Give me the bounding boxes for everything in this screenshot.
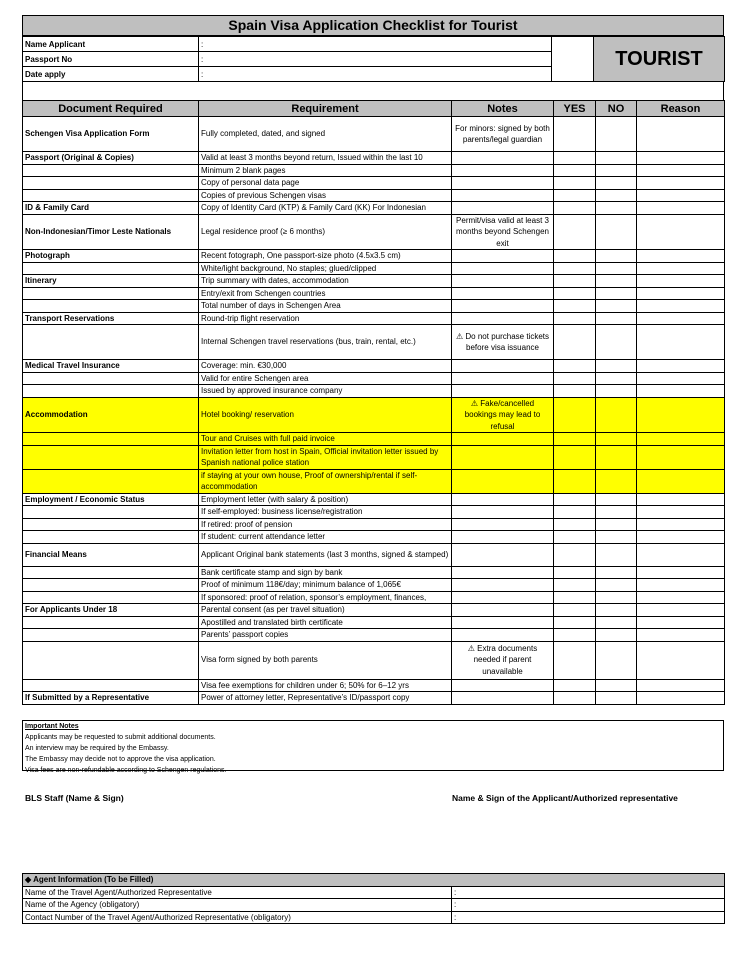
no-checkbox-cell[interactable] bbox=[596, 312, 637, 325]
reason-cell[interactable] bbox=[637, 164, 725, 177]
reason-cell[interactable] bbox=[637, 433, 725, 446]
yes-checkbox-cell[interactable] bbox=[554, 566, 596, 579]
no-checkbox-cell[interactable] bbox=[596, 679, 637, 692]
header-document-required: Document Required bbox=[23, 101, 199, 117]
document-required-cell: ID & Family Card bbox=[23, 202, 199, 215]
document-required-cell bbox=[23, 433, 199, 446]
notes-cell bbox=[452, 202, 554, 215]
reason-cell[interactable] bbox=[637, 202, 725, 215]
yes-checkbox-cell[interactable] bbox=[554, 312, 596, 325]
checklist-row bbox=[23, 372, 725, 385]
yes-checkbox-cell[interactable] bbox=[554, 397, 596, 433]
checklist-row bbox=[23, 543, 725, 566]
document-required-cell: Photograph bbox=[23, 250, 199, 263]
no-checkbox-cell[interactable] bbox=[596, 117, 637, 152]
reason-cell[interactable] bbox=[637, 629, 725, 642]
reason-cell[interactable] bbox=[637, 543, 725, 566]
checklist-row bbox=[23, 189, 725, 202]
requirement-cell: Copy of Identity Card (KTP) & Family Card (KK) For Indonesian bbox=[199, 202, 452, 215]
checklist-row bbox=[23, 164, 725, 177]
document-required-cell bbox=[23, 372, 199, 385]
checklist-row bbox=[23, 152, 725, 165]
agent-field-label: Name of the Agency (obligatory) bbox=[23, 899, 452, 912]
requirement-cell: Issued by approved insurance company bbox=[199, 385, 452, 398]
agent-field-label: Name of the Travel Agent/Authorized Representative bbox=[23, 886, 452, 899]
requirement-cell: Apostilled and translated birth certificate bbox=[199, 616, 452, 629]
no-checkbox-cell[interactable] bbox=[596, 692, 637, 705]
notes-cell bbox=[452, 372, 554, 385]
no-checkbox-cell[interactable] bbox=[596, 287, 637, 300]
notes-cell bbox=[452, 177, 554, 190]
no-checkbox-cell[interactable] bbox=[596, 275, 637, 288]
yes-checkbox-cell[interactable] bbox=[554, 325, 596, 360]
checklist-row bbox=[23, 616, 725, 629]
yes-checkbox-cell[interactable] bbox=[554, 543, 596, 566]
requirement-cell: Bank certificate stamp and sign by bank bbox=[199, 566, 452, 579]
yes-checkbox-cell[interactable] bbox=[554, 152, 596, 165]
document-required-cell: For Applicants Under 18 bbox=[23, 604, 199, 617]
checklist-row bbox=[23, 250, 725, 263]
important-note-line: Applicants may be requested to submit additional documents. bbox=[25, 734, 216, 741]
requirement-cell: If self-employed: business license/registration bbox=[199, 506, 452, 519]
agent-info-row bbox=[23, 911, 725, 924]
requirement-cell: Parental consent (as per travel situation) bbox=[199, 604, 452, 617]
no-checkbox-cell[interactable] bbox=[596, 202, 637, 215]
yes-checkbox-cell[interactable] bbox=[554, 275, 596, 288]
requirement-cell: Applicant Original bank statements (last 3 months, signed & stamped) bbox=[199, 543, 452, 566]
document-required-cell: Non-Indonesian/Timor Leste Nationals bbox=[23, 214, 199, 250]
yes-checkbox-cell[interactable] bbox=[554, 189, 596, 202]
requirement-cell: Proof of minimum 118€/day; minimum balance of 1,065€ bbox=[199, 579, 452, 592]
notes-cell bbox=[452, 543, 554, 566]
reason-cell[interactable] bbox=[637, 275, 725, 288]
reason-cell[interactable] bbox=[637, 616, 725, 629]
document-required-cell bbox=[23, 641, 199, 679]
reason-cell[interactable] bbox=[637, 506, 725, 519]
yes-checkbox-cell[interactable] bbox=[554, 518, 596, 531]
reason-cell[interactable] bbox=[637, 250, 725, 263]
checklist-row bbox=[23, 202, 725, 215]
yes-checkbox-cell[interactable] bbox=[554, 117, 596, 152]
yes-checkbox-cell[interactable] bbox=[554, 360, 596, 373]
reason-cell[interactable] bbox=[637, 385, 725, 398]
checklist-row bbox=[23, 312, 725, 325]
no-checkbox-cell[interactable] bbox=[596, 616, 637, 629]
document-required-cell: Schengen Visa Application Form bbox=[23, 117, 199, 152]
checklist-row bbox=[23, 117, 725, 152]
no-checkbox-cell[interactable] bbox=[596, 493, 637, 506]
reason-cell[interactable] bbox=[637, 604, 725, 617]
document-required-cell: Financial Means bbox=[23, 543, 199, 566]
applicant-field-row bbox=[23, 37, 725, 52]
yes-checkbox-cell[interactable] bbox=[554, 629, 596, 642]
document-required-cell bbox=[23, 591, 199, 604]
reason-cell[interactable] bbox=[637, 372, 725, 385]
yes-checkbox-cell[interactable] bbox=[554, 433, 596, 446]
reason-cell[interactable] bbox=[637, 262, 725, 275]
checklist-row bbox=[23, 629, 725, 642]
requirement-cell: Invitation letter from host in Spain, Official invitation letter issued by Spanish national police station bbox=[199, 445, 452, 469]
document-required-cell bbox=[23, 566, 199, 579]
staff-signature-label: BLS Staff (Name & Sign) bbox=[25, 793, 124, 803]
checklist-table bbox=[22, 100, 725, 705]
reason-cell[interactable] bbox=[637, 692, 725, 705]
requirement-cell: Copy of personal data page bbox=[199, 177, 452, 190]
notes-cell bbox=[452, 469, 554, 493]
important-note-line: An interview may be required by the Embassy. bbox=[25, 745, 169, 752]
reason-cell[interactable] bbox=[637, 591, 725, 604]
document-required-cell: Passport (Original & Copies) bbox=[23, 152, 199, 165]
no-checkbox-cell[interactable] bbox=[596, 325, 637, 360]
requirement-cell: If student: current attendance letter bbox=[199, 531, 452, 544]
header-requirement: Requirement bbox=[199, 101, 452, 117]
agent-name-value[interactable]: : bbox=[452, 886, 725, 899]
yes-checkbox-cell[interactable] bbox=[554, 177, 596, 190]
no-checkbox-cell[interactable] bbox=[596, 372, 637, 385]
notes-cell: For minors: signed by both parents/legal guardian bbox=[452, 117, 554, 152]
passport-no-value[interactable]: : bbox=[199, 52, 552, 67]
document-required-cell bbox=[23, 164, 199, 177]
requirement-cell: Valid for entire Schengen area bbox=[199, 372, 452, 385]
document-required-cell bbox=[23, 579, 199, 592]
yes-checkbox-cell[interactable] bbox=[554, 164, 596, 177]
no-checkbox-cell[interactable] bbox=[596, 629, 637, 642]
document-required-cell bbox=[23, 616, 199, 629]
yes-checkbox-cell[interactable] bbox=[554, 493, 596, 506]
reason-cell[interactable] bbox=[637, 518, 725, 531]
no-checkbox-cell[interactable] bbox=[596, 300, 637, 313]
spacer-row bbox=[22, 82, 724, 100]
no-checkbox-cell[interactable] bbox=[596, 641, 637, 679]
notes-cell bbox=[452, 679, 554, 692]
notes-cell bbox=[452, 250, 554, 263]
checklist-row bbox=[23, 214, 725, 250]
checklist-row bbox=[23, 397, 725, 433]
no-checkbox-cell[interactable] bbox=[596, 506, 637, 519]
document-required-cell bbox=[23, 385, 199, 398]
requirement-cell: Trip summary with dates, accommodation bbox=[199, 275, 452, 288]
reason-cell[interactable] bbox=[637, 152, 725, 165]
yes-checkbox-cell[interactable] bbox=[554, 214, 596, 250]
notes-cell bbox=[452, 433, 554, 446]
requirement-cell: if staying at your own house, Proof of ownership/rental if self-accommodation bbox=[199, 469, 452, 493]
yes-checkbox-cell[interactable] bbox=[554, 616, 596, 629]
notes-cell bbox=[452, 604, 554, 617]
checklist-row bbox=[23, 433, 725, 446]
no-checkbox-cell[interactable] bbox=[596, 152, 637, 165]
notes-cell bbox=[452, 164, 554, 177]
yes-checkbox-cell[interactable] bbox=[554, 692, 596, 705]
header-no: NO bbox=[596, 101, 637, 117]
requirement-cell: Total number of days in Schengen Area bbox=[199, 300, 452, 313]
notes-cell bbox=[452, 445, 554, 469]
agent-info-row bbox=[23, 886, 725, 899]
header-notes: Notes bbox=[452, 101, 554, 117]
yes-checkbox-cell[interactable] bbox=[554, 604, 596, 617]
agent-contact-value[interactable]: : bbox=[452, 911, 725, 924]
notes-cell: Permit/visa valid at least 3 months beyond Schengen exit bbox=[452, 214, 554, 250]
requirement-cell: Employment letter (with salary & position) bbox=[199, 493, 452, 506]
checklist-row bbox=[23, 566, 725, 579]
important-notes-heading: Important Notes bbox=[25, 723, 79, 730]
reason-cell[interactable] bbox=[637, 214, 725, 250]
agent-field-label: Contact Number of the Travel Agent/Authorized Representative (obligatory) bbox=[23, 911, 452, 924]
no-checkbox-cell[interactable] bbox=[596, 177, 637, 190]
notes-cell: ⚠ Fake/cancelled bookings may lead to refusal bbox=[452, 397, 554, 433]
document-required-cell: Medical Travel Insurance bbox=[23, 360, 199, 373]
notes-cell bbox=[452, 385, 554, 398]
checklist-row bbox=[23, 604, 725, 617]
checklist-header-row bbox=[23, 101, 725, 117]
document-required-cell bbox=[23, 469, 199, 493]
checklist-row bbox=[23, 531, 725, 544]
checklist-row bbox=[23, 579, 725, 592]
no-checkbox-cell[interactable] bbox=[596, 591, 637, 604]
document-required-cell bbox=[23, 518, 199, 531]
reason-cell[interactable] bbox=[637, 469, 725, 493]
no-checkbox-cell[interactable] bbox=[596, 604, 637, 617]
notes-cell bbox=[452, 262, 554, 275]
checklist-row bbox=[23, 692, 725, 705]
notes-cell bbox=[452, 506, 554, 519]
requirement-cell: Fully completed, dated, and signed bbox=[199, 117, 452, 152]
requirement-cell: Internal Schengen travel reservations (bus, train, rental, etc.) bbox=[199, 325, 452, 360]
reason-cell[interactable] bbox=[637, 566, 725, 579]
important-notes bbox=[22, 720, 724, 774]
requirement-cell: Recent fotograph, One passport-size photo (4.5x3.5 cm) bbox=[199, 250, 452, 263]
requirement-cell: Visa form signed by both parents bbox=[199, 641, 452, 679]
requirement-cell: Round-trip flight reservation bbox=[199, 312, 452, 325]
document-required-cell bbox=[23, 531, 199, 544]
agent-info-heading: ◆ Agent Information (To be Filled) bbox=[23, 874, 725, 887]
yes-checkbox-cell[interactable] bbox=[554, 287, 596, 300]
notes-cell bbox=[452, 152, 554, 165]
notes-cell bbox=[452, 616, 554, 629]
notes-cell bbox=[452, 591, 554, 604]
requirement-cell: Valid at least 3 months beyond return, Issued within the last 10 bbox=[199, 152, 452, 165]
notes-cell bbox=[452, 360, 554, 373]
reason-cell[interactable] bbox=[637, 117, 725, 152]
checklist-row bbox=[23, 506, 725, 519]
requirement-cell: Copies of previous Schengen visas bbox=[199, 189, 452, 202]
reason-cell[interactable] bbox=[637, 445, 725, 469]
notes-cell bbox=[452, 287, 554, 300]
agency-name-value[interactable]: : bbox=[452, 899, 725, 912]
document-required-cell bbox=[23, 506, 199, 519]
agent-info-row bbox=[23, 899, 725, 912]
notes-cell bbox=[452, 300, 554, 313]
notes-cell: ⚠ Extra documents needed if parent unavailable bbox=[452, 641, 554, 679]
reason-cell[interactable] bbox=[637, 287, 725, 300]
yes-checkbox-cell[interactable] bbox=[554, 202, 596, 215]
notes-cell bbox=[452, 579, 554, 592]
visa-type-badge: TOURIST bbox=[594, 37, 725, 82]
yes-checkbox-cell[interactable] bbox=[554, 579, 596, 592]
requirement-cell: If sponsored: proof of relation, sponsor’s employment, finances, bbox=[199, 591, 452, 604]
document-required-cell bbox=[23, 189, 199, 202]
yes-checkbox-cell[interactable] bbox=[554, 679, 596, 692]
checklist-row bbox=[23, 177, 725, 190]
reason-cell[interactable] bbox=[637, 493, 725, 506]
reason-cell[interactable] bbox=[637, 679, 725, 692]
no-checkbox-cell[interactable] bbox=[596, 214, 637, 250]
no-checkbox-cell[interactable] bbox=[596, 433, 637, 446]
document-required-cell bbox=[23, 177, 199, 190]
checklist-row bbox=[23, 360, 725, 373]
reason-cell[interactable] bbox=[637, 397, 725, 433]
no-checkbox-cell[interactable] bbox=[596, 164, 637, 177]
checklist-row bbox=[23, 385, 725, 398]
requirement-cell: White/light background, No staples; glued/clipped bbox=[199, 262, 452, 275]
date-apply-value[interactable]: : bbox=[199, 67, 552, 82]
yes-checkbox-cell[interactable] bbox=[554, 531, 596, 544]
requirement-cell: Power of attorney letter, Representative’s ID/passport copy bbox=[199, 692, 452, 705]
checklist-body bbox=[23, 117, 725, 705]
yes-checkbox-cell[interactable] bbox=[554, 641, 596, 679]
blank-cell bbox=[552, 37, 594, 82]
document-required-cell: Accommodation bbox=[23, 397, 199, 433]
document-required-cell bbox=[23, 445, 199, 469]
document-required-cell: Employment / Economic Status bbox=[23, 493, 199, 506]
yes-checkbox-cell[interactable] bbox=[554, 591, 596, 604]
no-checkbox-cell[interactable] bbox=[596, 250, 637, 263]
no-checkbox-cell[interactable] bbox=[596, 189, 637, 202]
checklist-row bbox=[23, 287, 725, 300]
checklist-row bbox=[23, 641, 725, 679]
notes-cell bbox=[452, 531, 554, 544]
no-checkbox-cell[interactable] bbox=[596, 445, 637, 469]
requirement-cell: Legal residence proof (≥ 6 months) bbox=[199, 214, 452, 250]
no-checkbox-cell[interactable] bbox=[596, 518, 637, 531]
yes-checkbox-cell[interactable] bbox=[554, 300, 596, 313]
notes-cell: ⚠ Do not purchase tickets before visa issuance bbox=[452, 325, 554, 360]
no-checkbox-cell[interactable] bbox=[596, 579, 637, 592]
checklist-row bbox=[23, 300, 725, 313]
document-required-cell: Transport Reservations bbox=[23, 312, 199, 325]
requirement-cell: Coverage: min. €30,000 bbox=[199, 360, 452, 373]
applicant-signature-label: Name & Sign of the Applicant/Authorized representative bbox=[452, 793, 678, 803]
checklist-row bbox=[23, 469, 725, 493]
checklist-row bbox=[23, 591, 725, 604]
requirement-cell: Hotel booking/ reservation bbox=[199, 397, 452, 433]
notes-cell bbox=[452, 189, 554, 202]
applicant-field-label: Name Applicant bbox=[23, 37, 199, 52]
reason-cell[interactable] bbox=[637, 360, 725, 373]
reason-cell[interactable] bbox=[637, 641, 725, 679]
notes-cell bbox=[452, 518, 554, 531]
requirement-cell: Visa fee exemptions for children under 6; 50% for 6–12 yrs bbox=[199, 679, 452, 692]
document-required-cell bbox=[23, 287, 199, 300]
checklist-row bbox=[23, 518, 725, 531]
reason-cell[interactable] bbox=[637, 579, 725, 592]
notes-cell bbox=[452, 312, 554, 325]
applicant-field-label: Passport No bbox=[23, 52, 199, 67]
yes-checkbox-cell[interactable] bbox=[554, 385, 596, 398]
document-required-cell bbox=[23, 629, 199, 642]
yes-checkbox-cell[interactable] bbox=[554, 250, 596, 263]
header-yes: YES bbox=[554, 101, 596, 117]
document-required-cell: If Submitted by a Representative bbox=[23, 692, 199, 705]
requirement-cell: Tour and Cruises with full paid invoice bbox=[199, 433, 452, 446]
applicant-field-label: Date apply bbox=[23, 67, 199, 82]
reason-cell[interactable] bbox=[637, 325, 725, 360]
checklist-row bbox=[23, 262, 725, 275]
document-required-cell bbox=[23, 679, 199, 692]
reason-cell[interactable] bbox=[637, 312, 725, 325]
reason-cell[interactable] bbox=[637, 300, 725, 313]
page-title: Spain Visa Application Checklist for Tourist bbox=[22, 15, 724, 36]
applicant-info-table bbox=[22, 36, 725, 82]
yes-checkbox-cell[interactable] bbox=[554, 372, 596, 385]
no-checkbox-cell[interactable] bbox=[596, 566, 637, 579]
yes-checkbox-cell[interactable] bbox=[554, 469, 596, 493]
no-checkbox-cell[interactable] bbox=[596, 262, 637, 275]
reason-cell[interactable] bbox=[637, 531, 725, 544]
notes-cell bbox=[452, 692, 554, 705]
reason-cell[interactable] bbox=[637, 189, 725, 202]
checklist-row bbox=[23, 493, 725, 506]
checklist-row bbox=[23, 325, 725, 360]
no-checkbox-cell[interactable] bbox=[596, 385, 637, 398]
checklist-row bbox=[23, 275, 725, 288]
checklist-row bbox=[23, 445, 725, 469]
document-required-cell bbox=[23, 262, 199, 275]
document-required-cell: Itinerary bbox=[23, 275, 199, 288]
no-checkbox-cell[interactable] bbox=[596, 360, 637, 373]
requirement-cell: Parents’ passport copies bbox=[199, 629, 452, 642]
no-checkbox-cell[interactable] bbox=[596, 469, 637, 493]
checklist-row bbox=[23, 679, 725, 692]
no-checkbox-cell[interactable] bbox=[596, 531, 637, 544]
notes-cell bbox=[452, 493, 554, 506]
important-note-line: Visa fees are non-refundable according to Schengen regulations. bbox=[25, 767, 227, 774]
notes-cell bbox=[452, 629, 554, 642]
document-required-cell bbox=[23, 325, 199, 360]
header-reason: Reason bbox=[637, 101, 725, 117]
reason-cell[interactable] bbox=[637, 177, 725, 190]
requirement-cell: Minimum 2 blank pages bbox=[199, 164, 452, 177]
no-checkbox-cell[interactable] bbox=[596, 397, 637, 433]
yes-checkbox-cell[interactable] bbox=[554, 506, 596, 519]
agent-info-table bbox=[22, 873, 725, 924]
requirement-cell: If retired: proof of pension bbox=[199, 518, 452, 531]
notes-cell bbox=[452, 566, 554, 579]
notes-cell bbox=[452, 275, 554, 288]
agent-info-header-row bbox=[23, 874, 725, 887]
requirement-cell: Entry/exit from Schengen countries bbox=[199, 287, 452, 300]
yes-checkbox-cell[interactable] bbox=[554, 262, 596, 275]
yes-checkbox-cell[interactable] bbox=[554, 445, 596, 469]
document-required-cell bbox=[23, 300, 199, 313]
important-note-line: The Embassy may decide not to approve the visa application. bbox=[25, 756, 216, 763]
no-checkbox-cell[interactable] bbox=[596, 543, 637, 566]
applicant-name-value[interactable]: : bbox=[199, 37, 552, 52]
